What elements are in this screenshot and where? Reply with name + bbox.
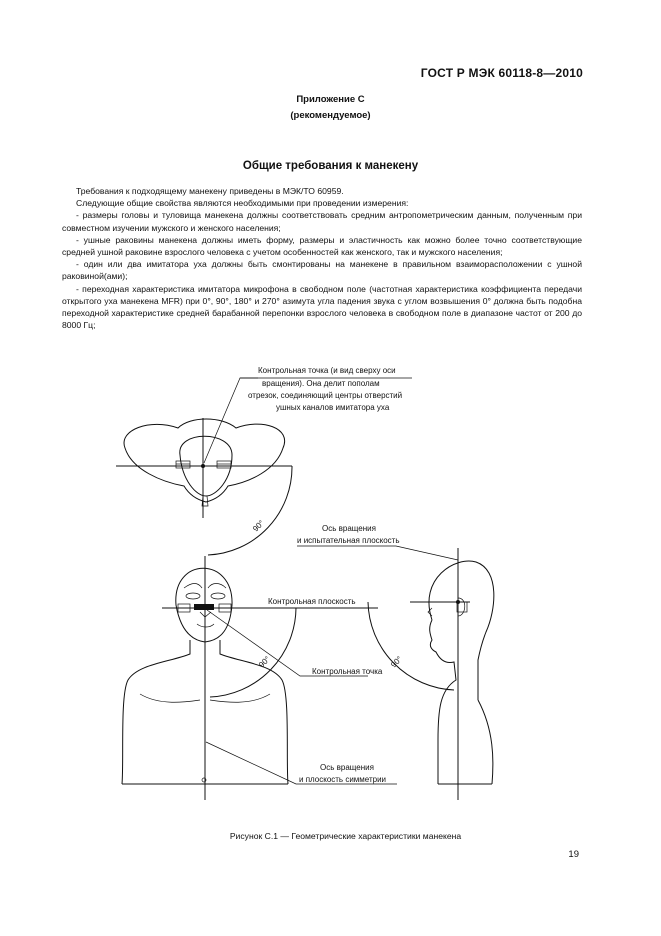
side-reference-point: [456, 600, 460, 604]
label-axis-test-plane-2: и испытательная плоскость: [297, 536, 400, 545]
paragraph: Требования к подходящему манекену приведены в МЭК/ТО 60959.: [76, 186, 344, 196]
standard-number: ГОСТ Р МЭК 60118-8—2010: [420, 66, 583, 80]
paragraph: - размеры головы и туловища манекена должны соответствовать средним антропометрическим данным, полученным при совместном изучении мужского и женского населения;: [62, 210, 582, 233]
label-ref-plane: Контрольная плоскость: [268, 597, 356, 606]
side-view-drawing: [428, 561, 494, 784]
angle-label-front: 90°: [257, 654, 272, 670]
side-angle-arc: [368, 602, 454, 690]
angle-label-side: 90°: [389, 654, 404, 670]
label-ref-point-top-3: отрезок, соединяющий центры отверстий: [248, 391, 403, 400]
front-reference-point: [203, 606, 207, 610]
section-title: Общие требования к манекену: [242, 160, 419, 172]
label-ref-point-top-4: ушных каналов имитатора уха: [276, 403, 390, 412]
label-ref-point-top-1: Контрольная точка (и вид сверху оси: [258, 366, 396, 375]
label-ref-point-top-2: вращения). Она делит пополам: [262, 379, 380, 388]
top-reference-point: [201, 464, 205, 468]
paragraph: - переходная характеристика имитатора микрофона в свободном поле (частотная характеристика коэффициента передачи открытого уха манекена MFR) при 0°, 90°, 180° и 270° азимута угла падения звука с углом возвышения 0° должна быть подобна переходной характеристике средней барабанной перепонки взрослого человека в свободном поле в диапазоне частот от 200 до 8000 Гц;: [62, 283, 582, 331]
page-number: 19: [568, 849, 579, 860]
annex-status: (рекомендуемое): [290, 110, 371, 121]
paragraph: Следующие общие свойства являются необходимыми при проведении измерения:: [76, 198, 409, 209]
label-axis-test-plane-1: Ось вращения: [322, 524, 376, 533]
side-axis-leader: [297, 546, 458, 560]
angle-label-top: 90°: [251, 518, 266, 534]
label-axis-symmetry-1: Ось вращения: [320, 763, 374, 772]
figure-caption: Рисунок С.1 — Геометрические характеристики манекена: [229, 831, 462, 841]
annex-title: Приложение С: [296, 94, 365, 105]
paragraph: - ушные раковины манекена должны иметь форму, размеры и эластичность как можно более точно соответствующие средней ушной раковине взрослого человека с учетом особенностей как женского, так и мужского населения;: [62, 234, 582, 258]
label-ref-point: Контрольная точка: [312, 667, 383, 676]
label-axis-symmetry-2: и плоскость симметрии: [299, 775, 387, 784]
paragraph: - один или два имитатора уха должны быть смонтированы на манекене в правильном взаиморасположении с ушной раковиной(ами);: [62, 259, 582, 282]
